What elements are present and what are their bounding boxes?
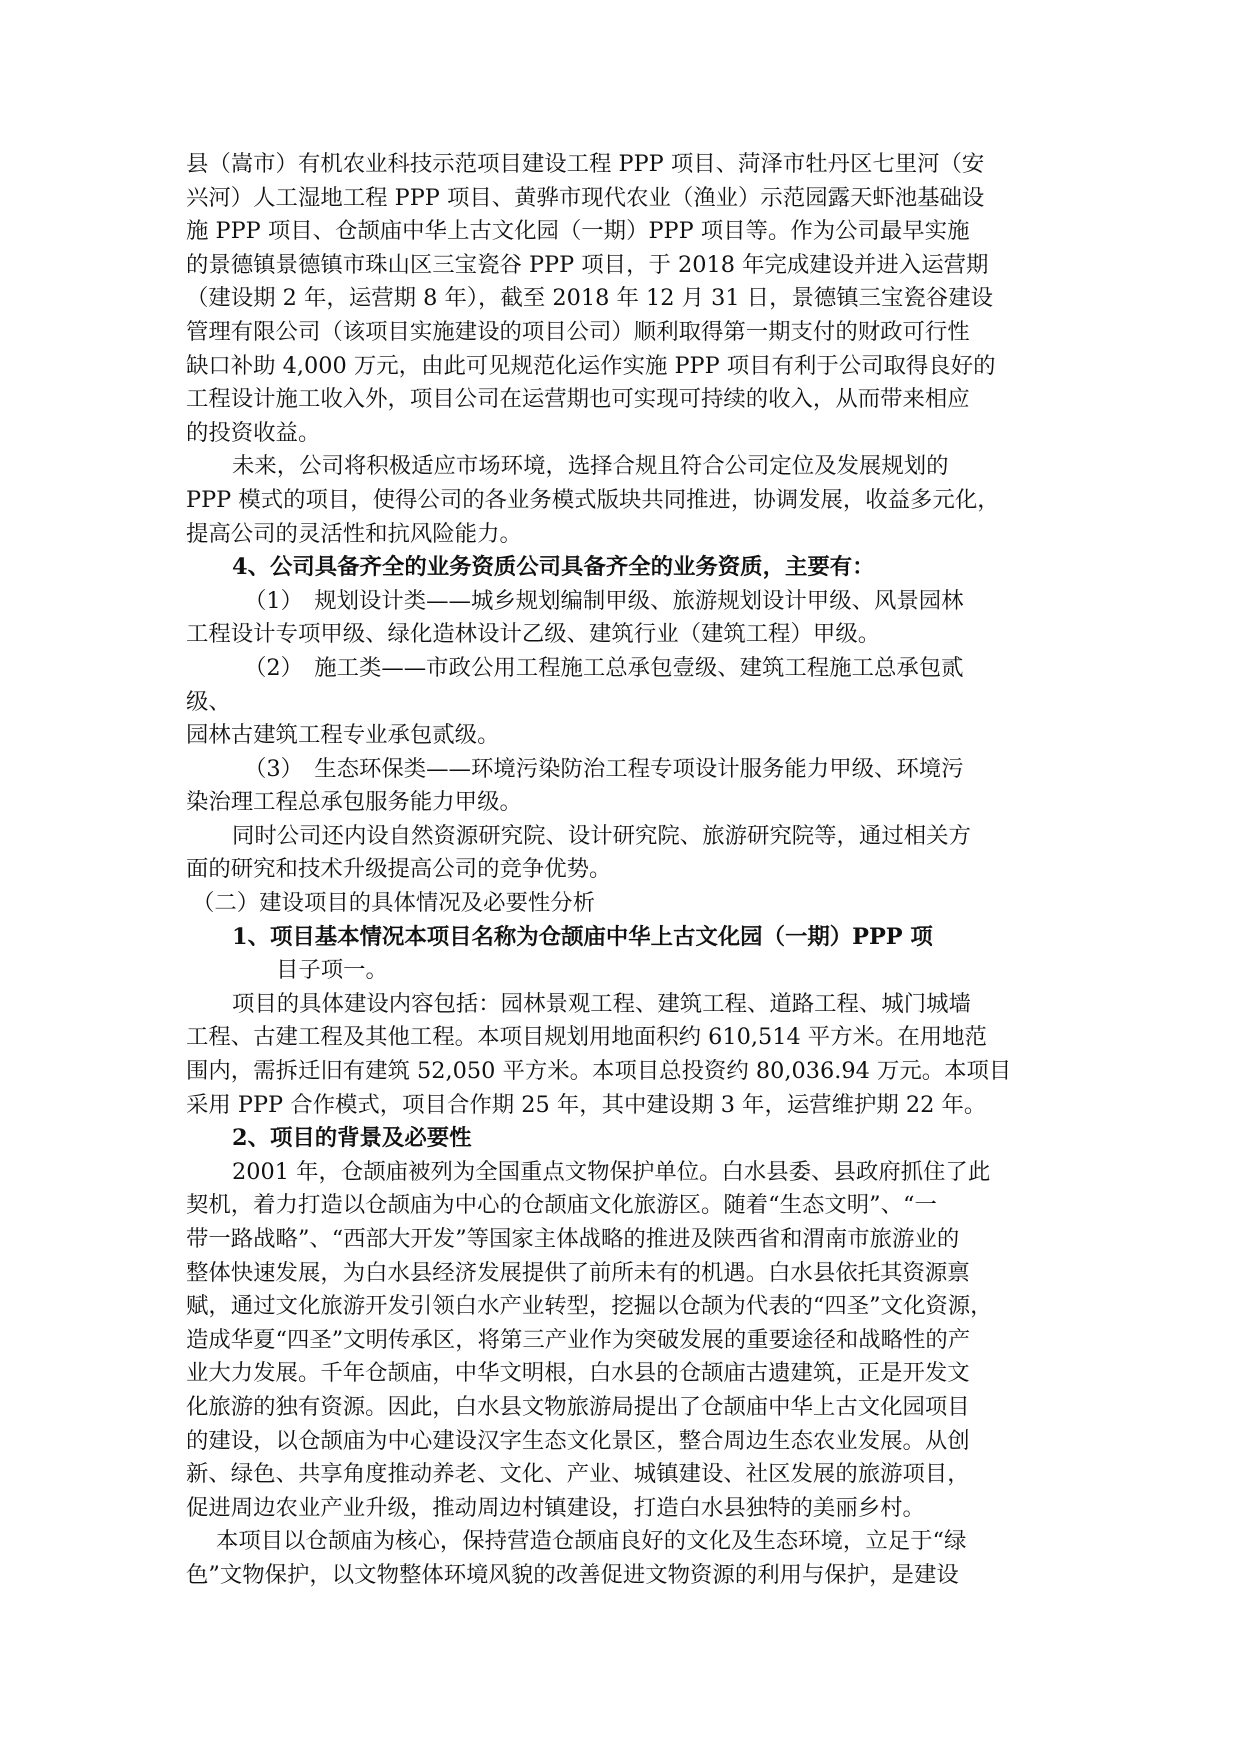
paragraph-start: 本项目以仓颉庙为核心，保持营造仓颉庙良好的文化及生态环境，立足于“绿 xyxy=(216,1528,967,1555)
text-line: 缺口补助 4,000 万元，由此可见规范化运作实施 PPP 项目有利于公司取得良好的 xyxy=(186,352,996,379)
text-line: 县（嵩市）有机农业科技示范项目建设工程 PPP 项目、菏泽市牡丹区七里河（安 xyxy=(186,151,985,177)
list-item-3: （3） 生态环保类——环境污染防治工程专项设计服务能力甲级、环境污 xyxy=(244,755,964,782)
text-line: 造成华夏“四圣”文明传承区，将第三产业作为突破发展的重要途径和战略性的产 xyxy=(186,1326,971,1353)
text-line: （建设期 2 年，运营期 8 年），截至 2018 年 12 月 31 日，景德镇三宝瓷谷建设 xyxy=(186,285,993,312)
text-line: 的景德镇景德镇市珠山区三宝瓷谷 PPP 项目，于 2018 年完成建设并进入运营期 xyxy=(186,251,989,278)
paragraph-start: 2001 年，仓颉庙被列为全国重点文物保护单位。白水县委、县政府抓住了此 xyxy=(232,1158,991,1185)
subsection-heading-text: 2、项目的背景及必要性 xyxy=(232,1125,472,1152)
text-line: 新、绿色、共享角度推动养老、文化、产业、城镇建设、社区发展的旅游项目， xyxy=(186,1461,970,1488)
subsection-heading-text: 1、项目基本情况本项目名称为仓颉庙中华上古文化园（一期）PPP 项 xyxy=(232,923,933,950)
text-line: 面的研究和技术升级提高公司的竞争优势。 xyxy=(186,856,612,883)
text-line: 染治理工程总承包服务能力甲级。 xyxy=(186,789,522,816)
section-heading-text: 4、公司具备齐全的业务资质公司具备齐全的业务资质，主要有： xyxy=(232,554,875,581)
text-line: 色”文物保护，以文物整体环境风貌的改善促进文物资源的利用与保护，是建设 xyxy=(186,1561,959,1588)
list-item-2: （2） 施工类——市政公用工程施工总承包壹级、建筑工程施工总承包贰 xyxy=(244,654,964,681)
text-line: 赋，通过文化旅游开发引领白水产业转型，挖掘以仓颉为代表的“四圣”文化资源， xyxy=(186,1293,993,1320)
text-line: 提高公司的灵活性和抗风险能力。 xyxy=(186,520,522,547)
section-heading-4 xyxy=(186,551,1066,585)
text-line: 促进周边农业产业升级，推动周边村镇建设，打造白水县独特的美丽乡村。 xyxy=(186,1494,925,1521)
text-line: 目子项一。 xyxy=(276,957,388,984)
text-line: 园林古建筑工程专业承包贰级。 xyxy=(186,722,500,749)
paragraph-start: 同时公司还内设自然资源研究院、设计研究院、旅游研究院等，通过相关方 xyxy=(232,822,971,849)
text-line: 兴河）人工湿地工程 PPP 项目、黄骅市现代农业（渔业）示范园露天虾池基础设 xyxy=(186,184,985,211)
document-page xyxy=(186,148,1066,1593)
text-line: 围内，需拆迁旧有建筑 52,050 平方米。本项目总投资约 80,036.94 万元。本项目 xyxy=(186,1058,1012,1085)
text-line: 施 PPP 项目、仓颉庙中华上古文化园（一期）PPP 项目等。作为公司最早实施 xyxy=(186,218,970,245)
subsection-heading-2 xyxy=(186,1122,1066,1156)
text-line: 工程设计施工收入外，项目公司在运营期也可实现可持续的收入，从而带来相应 xyxy=(186,386,970,413)
text-line: 带一路战略”、“西部大开发”等国家主体战略的推进及陕西省和渭南市旅游业的 xyxy=(186,1226,960,1252)
subsection-heading-1 xyxy=(186,921,1066,955)
text-line: 的建设，以仓颉庙为中心建设汉字生态文化景区，整合周边生态农业发展。从创 xyxy=(186,1427,970,1454)
text-line: 级、 xyxy=(186,688,231,715)
section-heading-2: （二）建设项目的具体情况及必要性分析 xyxy=(192,890,596,917)
list-item-1: （1） 规划设计类——城乡规划编制甲级、旅游规划设计甲级、风景园林 xyxy=(244,587,964,614)
text-line: 采用 PPP 合作模式，项目合作期 25 年，其中建设期 3 年，运营维护期 22 年。 xyxy=(186,1091,987,1118)
text-line: 的投资收益。 xyxy=(186,419,321,446)
text-line: 工程设计专项甲级、绿化造林设计乙级、建筑行业（建筑工程）甲级。 xyxy=(186,621,881,648)
text-line: 整体快速发展，为白水县经济发展提供了前所未有的机遇。白水县依托其资源禀 xyxy=(186,1259,970,1286)
text-line: 业大力发展。千年仓颉庙，中华文明根，白水县的仓颉庙古遗建筑，正是开发文 xyxy=(186,1360,970,1387)
text-line: 管理有限公司（该项目实施建设的项目公司）顺利取得第一期支付的财政可行性 xyxy=(186,318,970,345)
paragraph-start: 项目的具体建设内容包括：园林景观工程、建筑工程、道路工程、城门城墙 xyxy=(232,990,971,1017)
paragraph-start: 未来，公司将积极适应市场环境，选择合规且符合公司定位及发展规划的 xyxy=(232,453,949,480)
text-line: 工程、古建工程及其他工程。本项目规划用地面积约 610,514 平方米。在用地范 xyxy=(186,1024,987,1051)
text-line: 契机，着力打造以仓颉庙为中心的仓颉庙文化旅游区。随着“生态文明”、“一 xyxy=(186,1192,937,1219)
text-line: PPP 模式的项目，使得公司的各业务模式版块共同推进，协调发展，收益多元化， xyxy=(186,486,1000,513)
text-line: 化旅游的独有资源。因此，白水县文物旅游局提出了仓颉庙中华上古文化园项目 xyxy=(186,1393,970,1420)
